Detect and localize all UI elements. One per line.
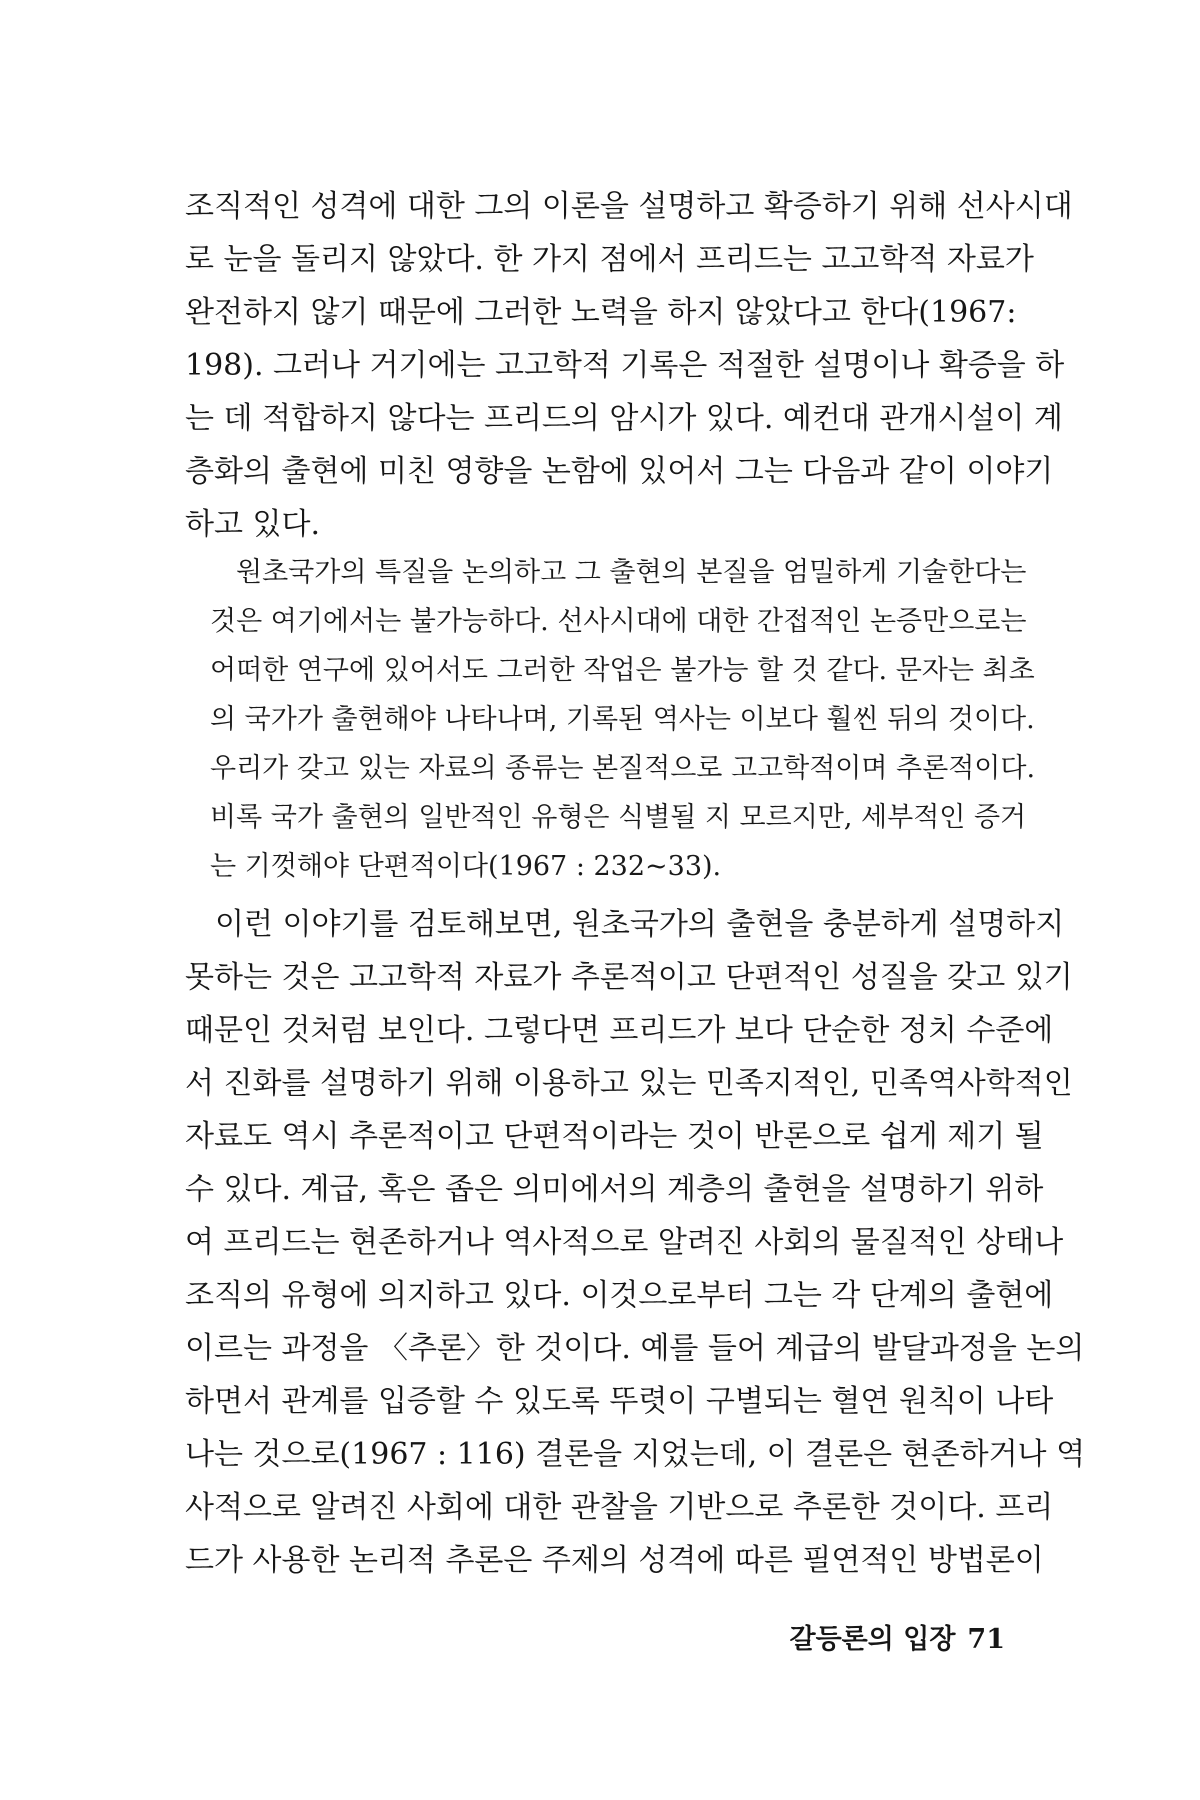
quote-line: 비록 국가 출현의 일반적인 유형은 식별될 지 모르지만, 세부적인 증거	[210, 802, 1027, 833]
paragraph-2	[185, 898, 1086, 1587]
text-line: 층화의 출현에 미친 영향을 논함에 있어서 그는 다음과 같이 이야기	[185, 454, 1054, 489]
page-number: 71	[967, 1624, 1005, 1655]
block-quote	[210, 548, 1036, 891]
text-line: 조직적인 성격에 대한 그의 이론을 설명하고 확증하기 위해 선사시대	[185, 189, 1073, 224]
text-line: 서 진화를 설명하기 위해 이용하고 있는 민족지적인, 민족역사학적인	[185, 1066, 1073, 1101]
text-line: 못하는 것은 고고학적 자료가 추론적이고 단편적인 성질을 갖고 있기	[185, 960, 1073, 995]
text-line: 이르는 과정을 〈추론〉한 것이다. 예를 들어 계급의 발달과정을 논의	[185, 1331, 1085, 1366]
text-line: 조직의 유형에 의지하고 있다. 이것으로부터 그는 각 단계의 출현에	[185, 1278, 1054, 1313]
text-line: 여 프리드는 현존하거나 역사적으로 알려진 사회의 물질적인 상태나	[185, 1225, 1064, 1260]
quote-line: 것은 여기에서는 불가능하다. 선사시대에 대한 간접적인 논증만으로는	[210, 606, 1027, 637]
text-line: 는 데 적합하지 않다는 프리드의 암시가 있다. 예컨대 관개시설이 계	[185, 401, 1063, 436]
quote-line: 우리가 갖고 있는 자료의 종류는 본질적으로 고고학적이며 추론적이다.	[210, 753, 1036, 784]
text-line: 198). 그러나 거기에는 고고학적 기록은 적절한 설명이나 확증을 하	[185, 348, 1065, 383]
page-footer	[760, 1617, 1005, 1656]
text-line: 나는 것으로(1967 : 116) 결론을 지었는데, 이 결론은 현존하거나 역	[185, 1437, 1086, 1472]
text-line: 완전하지 않기 때문에 그러한 노력을 하지 않았다고 한다(1967:	[185, 295, 1017, 330]
text-line: 이런 이야기를 검토해보면, 원초국가의 출현을 충분하게 설명하지	[215, 907, 1065, 942]
text-line: 하면서 관계를 입증할 수 있도록 뚜렷이 구별되는 혈연 원칙이 나타	[185, 1384, 1054, 1419]
text-line: 드가 사용한 논리적 추론은 주제의 성격에 따른 필연적인 방법론이	[185, 1543, 1044, 1578]
text-line: 자료도 역시 추론적이고 단편적이라는 것이 반론으로 쉽게 제기 될	[185, 1119, 1044, 1154]
running-title: 갈등론의 입장	[789, 1624, 956, 1655]
text-line: 하고 있다.	[185, 507, 320, 542]
quote-line: 는 기껏해야 단편적이다(1967 : 232~33).	[210, 851, 722, 882]
text-line: 때문인 것처럼 보인다. 그렇다면 프리드가 보다 단순한 정치 수준에	[185, 1013, 1054, 1048]
text-line: 로 눈을 돌리지 않았다. 한 가지 점에서 프리드는 고고학적 자료가	[185, 242, 1034, 277]
paragraph-1	[185, 180, 1073, 551]
quote-line: 의 국가가 출현해야 나타나며, 기록된 역사는 이보다 훨씬 뒤의 것이다.	[210, 704, 1035, 735]
quote-line: 원초국가의 특질을 논의하고 그 출현의 본질을 엄밀하게 기술한다는	[236, 557, 1027, 588]
quote-line: 어떠한 연구에 있어서도 그러한 작업은 불가능 할 것 같다. 문자는 최초	[210, 655, 1035, 686]
text-line: 수 있다. 계급, 혹은 좁은 의미에서의 계층의 출현을 설명하기 위하	[185, 1172, 1044, 1207]
text-line: 사적으로 알려진 사회에 대한 관찰을 기반으로 추론한 것이다. 프리	[185, 1490, 1054, 1525]
